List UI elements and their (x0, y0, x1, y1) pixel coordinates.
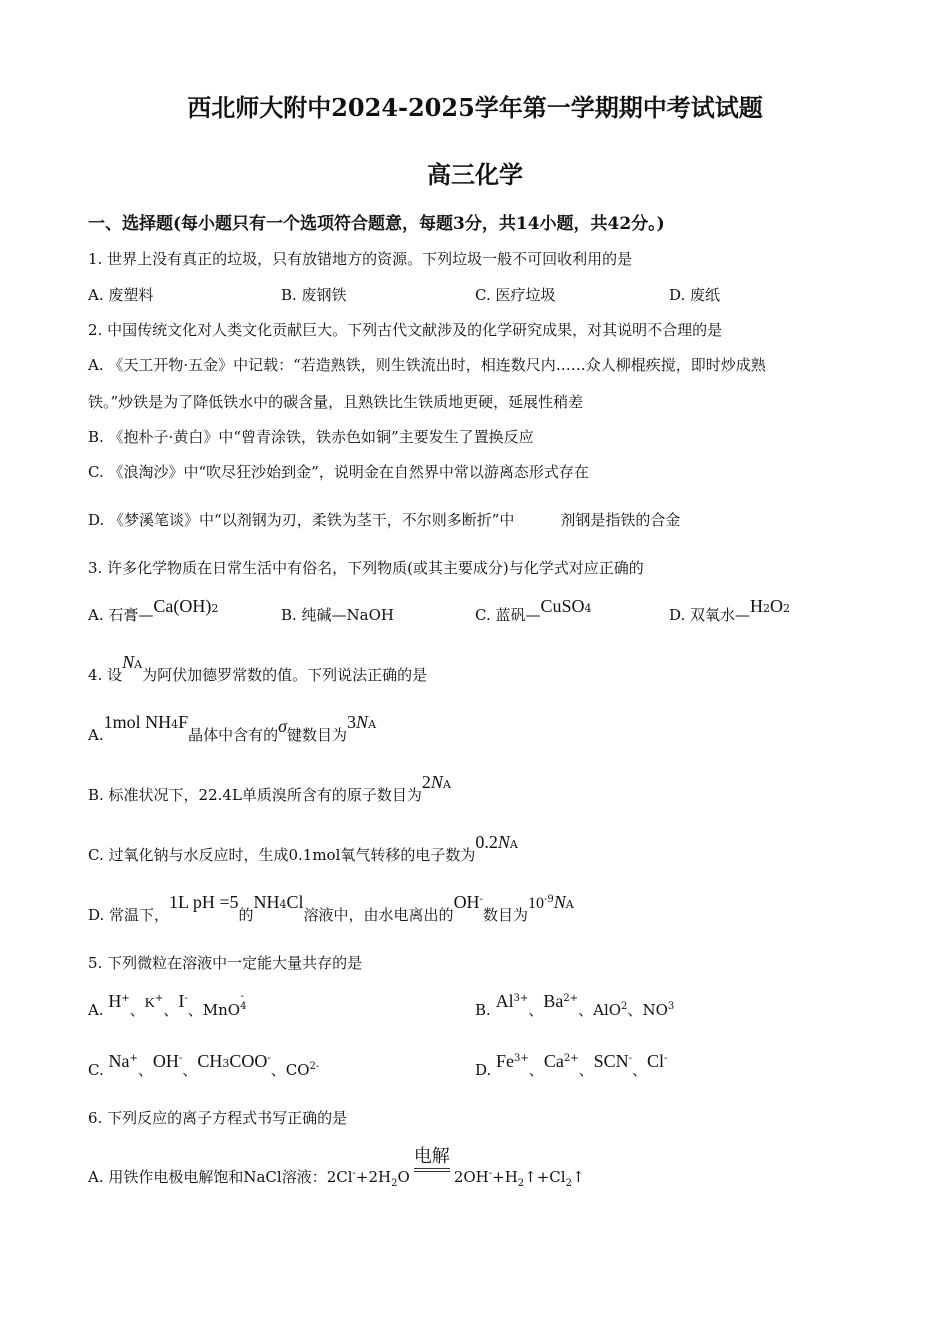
question-3-stem: 3. 许多化学物质在日常生活中有俗名，下列物质(或其主要成分)与化学式对应正确的 (88, 559, 644, 577)
q2-option-c: C. 《浪淘沙》中“吹尽狂沙始到金”，说明金在自然界中常以游离态形式存在 (88, 463, 589, 481)
q1-option-c: C. 医疗垃圾 (475, 286, 556, 304)
q3-option-b: B. 纯碱—NaOH (281, 606, 395, 624)
q5-option-a: A. H+、K+、I-、MnO$^{4-}$ (88, 991, 247, 1019)
q2-option-b: B. 《抱朴子·黄白》中“曾青涂铁，铁赤色如铜”主要发生了置换反应 (88, 428, 534, 446)
question-4-stem: 4. 设NA为阿伏加德罗常数的值。下列说法正确的是 (88, 652, 428, 684)
q4-option-c: C. 过氧化钠与水反应时，生成0.1mol氧气转移的电子数为0.2NA (88, 832, 518, 864)
exam-subtitle: 高三化学 (427, 160, 523, 189)
q1-option-d: D. 废纸 (669, 286, 721, 304)
q4-option-b: B. 标准状况下，22.4L单质溴所含有的原子数目为2NA (88, 772, 451, 804)
question-6-stem: 6. 下列反应的离子方程式书写正确的是 (88, 1109, 348, 1127)
q6-option-a: A. 用铁作电极电解饱和NaCl溶液：$2Cl^-+2H_2O$ 电解 $2OH^-+H_2↑+Cl_2↑$ (88, 1146, 585, 1189)
question-1-stem: 1. 世界上没有真正的垃圾，只有放错地方的资源。下列垃圾一般不可回收利用的是 (88, 250, 633, 268)
q1-option-b: B. 废钢铁 (281, 286, 347, 304)
q4-option-a: A.1mol NH4F晶体中含有的σ键数目为3NA (88, 712, 377, 744)
q5-option-b: B. $Al^{3+}$、$Ba^{2+}$、AlO$^2$、$NO^3$ (475, 991, 675, 1019)
q3-option-d: D. 双氧水—H2O2 (669, 596, 791, 624)
q4-option-d: D. 常温下，1L pH =5的NH4Cl溶液中，由水电离出的OH-数目为$10^{-9}NA$ (88, 892, 574, 924)
q2-option-d (88, 509, 680, 530)
q2-option-d-text: D. 《梦溪笔谈》中“以剂钢为刃，柔铁为茎干，不尔则多断折”中 (88, 511, 515, 529)
q3-option-c: C. 蓝矾—CuSO4 (475, 596, 592, 624)
q5-option-d: D. $Fe^{3+}$、$Ca^{2+}$、SCN-、Cl- (475, 1051, 668, 1079)
electrolysis-condition: 电解 (412, 1168, 452, 1188)
q2-option-a-line2: 铁。”炒铁是为了降低铁水中的碳含量，且熟铁比生铁质地更硬，延展性稍差 (88, 393, 584, 411)
question-5-stem: 5. 下列微粒在溶液中一定能大量共存的是 (88, 954, 363, 972)
q3-option-a: A. 石膏—Ca(OH)2 (88, 596, 219, 624)
question-2-stem: 2. 中国传统文化对人类文化贡献巨大。下列古代文献涉及的化学研究成果，对其说明不合理的是 (88, 321, 723, 339)
q2-option-a-line1: A. 《天工开物·五金》中记载：“若造熟铁，则生铁流出时，相连数尺内……众人柳棍疾搅，即时炒成熟 (88, 356, 766, 374)
section-heading: 一、选择题(每小题只有一个选项符合题意，每题3分，共14小题，共42分。) (88, 214, 665, 234)
q5-option-c: C. Na+、OH-、CH3COO-、$CO^{2-}$ (88, 1051, 320, 1079)
exam-title: 西北师大附中2024-2025学年第一学期期中考试试题 (187, 93, 763, 122)
q2-option-d-tail: 剂钢是指铁的合金 (560, 511, 681, 529)
q1-option-a: A. 废塑料 (88, 286, 154, 304)
